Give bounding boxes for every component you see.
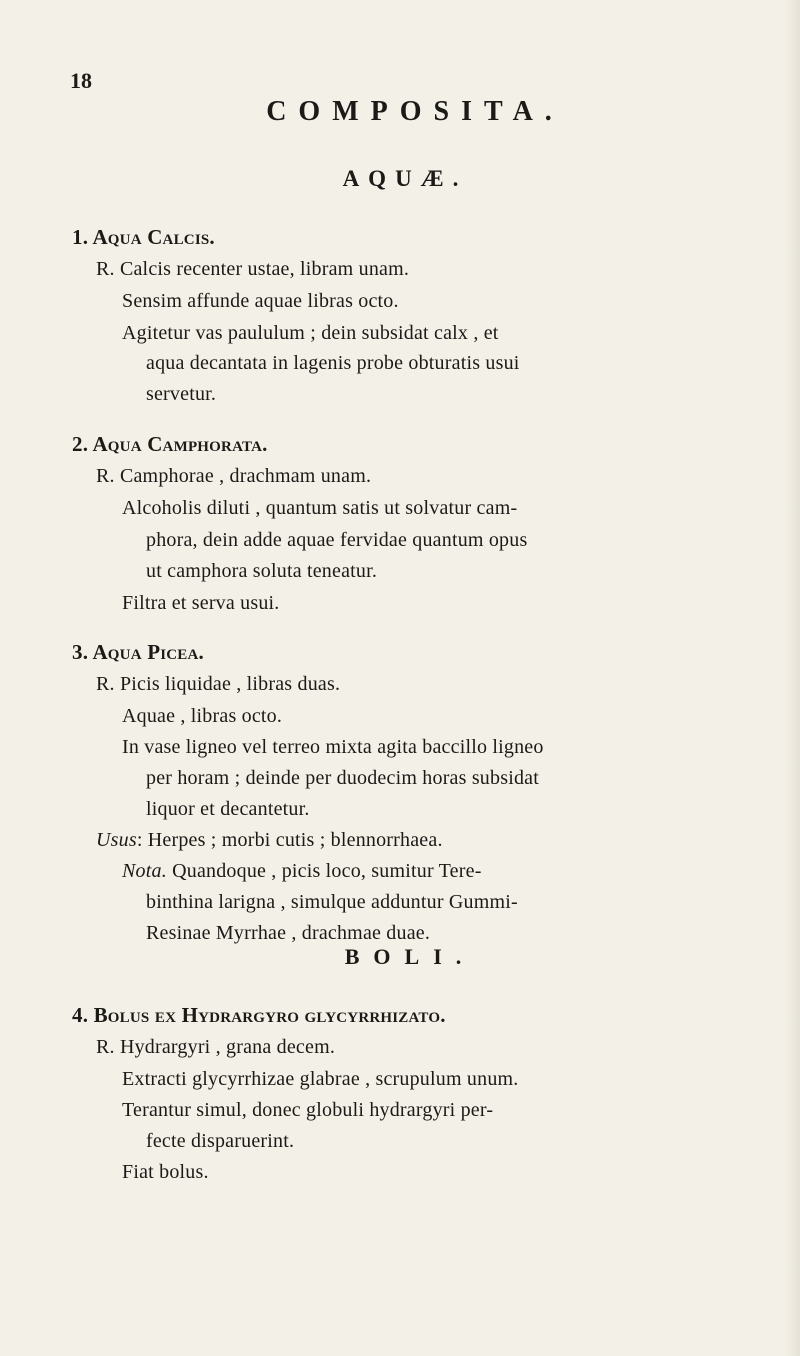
recipe-line: Agitetur vas paululum ; dein subsidat calx , et (122, 322, 499, 344)
nota-line: binthina larigna , simulque adduntur Gummi- (146, 891, 518, 913)
usus-text: : Herpes ; morbi cutis ; blennorrhaea. (136, 829, 443, 851)
entry-title-aqua-camphorata: 2. Aqua Camphorata. (72, 432, 268, 456)
entry-title-bolus: 4. Bolus ex Hydrargyro glycyrrhizato. (72, 1003, 446, 1027)
recipe-line: Sensim affunde aquae libras octo. (122, 290, 399, 312)
recipe-line: servetur. (146, 383, 217, 405)
page-heading: COMPOSITA. (266, 96, 564, 127)
recipe-line: Terantur simul, donec globuli hydrargyri per- (122, 1099, 494, 1121)
section-heading-boli: BOLI. (344, 944, 476, 969)
section-heading-aquae: AQUÆ. (342, 166, 468, 191)
recipe-line: Extracti glycyrrhizae glabrae , scrupulum unum. (122, 1068, 519, 1090)
recipe-line: ut camphora soluta teneatur. (146, 560, 378, 582)
nota-text: Quandoque , picis loco, sumitur Tere- (166, 860, 482, 882)
recipe-line: Filtra et serva usui. (122, 592, 280, 614)
recipe-line: Aquae , libras octo. (122, 705, 283, 727)
recipe-line: per horam ; deinde per duodecim horas subsidat (146, 767, 539, 789)
entry-title-aqua-calcis: 1. Aqua Calcis. (72, 225, 215, 249)
recipe-line: R. Calcis recenter ustae, libram unam. (96, 258, 410, 280)
recipe-line: Alcoholis diluti , quantum satis ut solvatur cam- (122, 497, 518, 519)
recipe-line: aqua decantata in lagenis probe obturatis usui (146, 352, 520, 374)
recipe-line: R. Hydrargyri , grana decem. (96, 1036, 336, 1058)
recipe-line: fecte disparuerint. (146, 1130, 295, 1152)
recipe-line: R. Picis liquidae , libras duas. (96, 673, 341, 695)
usus-label: Usus (96, 829, 137, 851)
recipe-line: liquor et decantetur. (146, 798, 310, 820)
recipe-line: In vase ligneo vel terreo mixta agita baccillo ligneo (122, 736, 544, 758)
page-number: 18 (70, 68, 92, 93)
recipe-line: phora, dein adde aquae fervidae quantum opus (146, 529, 528, 551)
recipe-line: R. Camphorae , drachmam unam. (96, 465, 372, 487)
recipe-line: Fiat bolus. (122, 1161, 209, 1183)
page-edge-shadow (786, 0, 800, 1356)
nota-line (122, 858, 482, 884)
usus-line (96, 827, 443, 853)
entry-title-aqua-picea: 3. Aqua Picea. (72, 640, 204, 664)
nota-label: Nota. (122, 860, 167, 882)
nota-line: Resinae Myrrhae , drachmae duae. (146, 922, 431, 944)
